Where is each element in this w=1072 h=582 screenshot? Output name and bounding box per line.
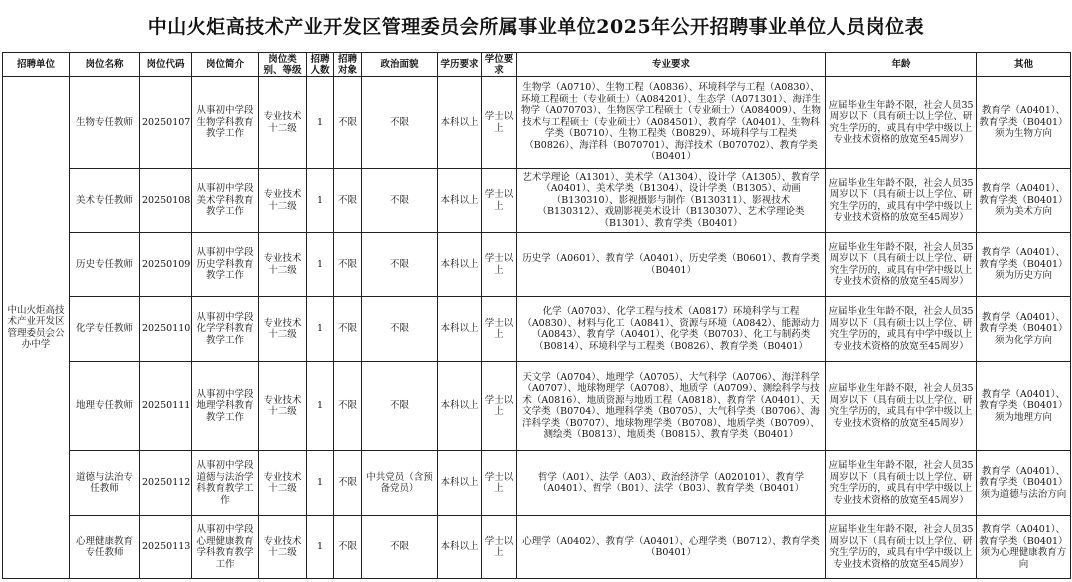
cell-code: 20250109 <box>140 233 192 297</box>
cell-age: 应届毕业生年龄不限，社会人员35周岁以下（具有硕士以上学位、研究生学历的，或具有中学中级以上专业技术资格的放宽至45周岁） <box>826 297 977 362</box>
cell-major: 心理学（A0402）、教育学（A0401）、心理学类（B0712）、教育学类（B0401） <box>517 516 826 579</box>
table-row <box>3 516 1071 579</box>
cell-name: 道德与法治专任教师 <box>70 451 140 516</box>
cell-degree: 学士以上 <box>482 451 517 516</box>
cell-grade: 专业技术十二级 <box>259 77 307 169</box>
cell-grade: 专业技术十二级 <box>259 169 307 233</box>
cell-num: 1 <box>307 233 334 297</box>
cell-edu: 本科以上 <box>438 451 482 516</box>
cell-grade: 专业技术十二级 <box>259 362 307 451</box>
cell-target: 不限 <box>334 77 362 169</box>
header-unit: 招聘单位 <box>3 53 70 77</box>
table-row <box>3 169 1071 233</box>
cell-target: 不限 <box>334 169 362 233</box>
cell-degree: 学士以上 <box>482 516 517 579</box>
cell-target: 不限 <box>334 451 362 516</box>
cell-age: 应届毕业生年龄不限，社会人员35周岁以下（具有硕士以上学位、研究生学历的，或具有中学中级以上专业技术资格的放宽至45周岁） <box>826 516 977 579</box>
cell-num: 1 <box>307 451 334 516</box>
cell-target: 不限 <box>334 233 362 297</box>
cell-politic: 不限 <box>362 169 438 233</box>
cell-name: 美术专任教师 <box>70 169 140 233</box>
cell-major: 艺术学理论（A1301）、美术学（A1304）、设计学（A1305）、教育学（A0401）、美术学类（B1304）、设计学类（B1305）、动画（B130310）、影视摄影与制作（B130311）、影视技术（B130312）、戏剧影视美术设计（B130307）、艺术学理论类（B1301）、教育学类（B0401） <box>517 169 826 233</box>
cell-major: 生物学（A0710）、生物工程（A0836）、环境科学与工程（A0830）、环境工程硕士（专业硕士）（A084201）、生态学（A071301）、海洋生物学（A070703）、生物医学工程硕士（专业硕士）（A084009）、生物技术与工程硕士（专业硕士）（A084501）、教育学（A0401）、生物科学类（B0710）、生物工程类（B0829）、环境科学与工程类（B0826）、海洋科（B070701）、海洋技术（B070702）、教育学类（B0401） <box>517 77 826 169</box>
cell-politic: 不限 <box>362 362 438 451</box>
header-politic: 政治面貌 <box>362 53 438 77</box>
unit-cell: 中山火炬高技术产业开发区管理委员会公办中学 <box>3 77 70 579</box>
job-table <box>2 52 1071 579</box>
cell-degree: 学士以上 <box>482 169 517 233</box>
cell-other: 教育学（A0401）、教育学类（B0401）须为心理健康教育方向 <box>977 516 1071 579</box>
cell-desc: 从事初中学段历史学科教育教学工作 <box>192 233 259 297</box>
cell-code: 20250107 <box>140 77 192 169</box>
page-title: 中山火炬高技术产业开发区管理委员会所属事业单位2025年公开招聘事业单位人员岗位表 <box>147 16 925 38</box>
table-row <box>3 451 1071 516</box>
cell-desc: 从事初中学段美术学科教育教学工作 <box>192 169 259 233</box>
header-other: 其他 <box>977 53 1071 77</box>
cell-num: 1 <box>307 169 334 233</box>
cell-age: 应届毕业生年龄不限，社会人员35周岁以下（具有硕士以上学位、研究生学历的，或具有中学中级以上专业技术资格的放宽至45周岁） <box>826 77 977 169</box>
cell-politic: 不限 <box>362 516 438 579</box>
cell-desc: 从事初中学段生物学科教育教学工作 <box>192 77 259 169</box>
cell-name: 心理健康教育专任教师 <box>70 516 140 579</box>
cell-grade: 专业技术十二级 <box>259 297 307 362</box>
cell-degree: 学士以上 <box>482 77 517 169</box>
cell-degree: 学士以上 <box>482 297 517 362</box>
header-name: 岗位名称 <box>70 53 140 77</box>
cell-other: 教育学（A0401）、教育学类（B0401）须为化学方向 <box>977 297 1071 362</box>
cell-major: 历史学（A0601）、教育学（A0401）、历史学类（B0601）、教育学类（B0401） <box>517 233 826 297</box>
table-row <box>3 233 1071 297</box>
cell-other: 教育学（A0401）、教育学类（B0401）须为美术方向 <box>977 169 1071 233</box>
cell-other: 教育学（A0401）、教育学类（B0401）须为生物方向 <box>977 77 1071 169</box>
header-code: 岗位代码 <box>140 53 192 77</box>
cell-name: 历史专任教师 <box>70 233 140 297</box>
cell-major: 化学（A0703）、化学工程与技术（A0817）环境科学与工程（A0830）、材料与化工（A0841）、资源与环境（A0842）、能源动力（A0843）、教育学（A0401）、化学类（B0703）、化工与制药类（B0814）、环境科学与工程类（B0826）、教育学类（B0401） <box>517 297 826 362</box>
cell-age: 应届毕业生年龄不限，社会人员35周岁以下（具有硕士以上学位、研究生学历的，或具有中学中级以上专业技术资格的放宽至45周岁） <box>826 169 977 233</box>
header-age: 年龄 <box>826 53 977 77</box>
cell-edu: 本科以上 <box>438 169 482 233</box>
cell-grade: 专业技术十二级 <box>259 516 307 579</box>
cell-desc: 从事初中学段地理学科教育教学工作 <box>192 362 259 451</box>
table-row <box>3 297 1071 362</box>
cell-code: 20250113 <box>140 516 192 579</box>
cell-num: 1 <box>307 297 334 362</box>
header-degree: 学位要求 <box>482 53 517 77</box>
cell-desc: 从事初中学段道德与法治学科教育教学工作 <box>192 451 259 516</box>
cell-major: 天文学（A0704）、地理学（A0705）、大气科学（A0706）、海洋科学（A0707）、地球物理学（A0708）、地质学（A0709）、测绘科学与技术（A0816）、地质资源与地质工程（A0818）、教育学（A0401）、天文学类（B0704）、地理科学类（B0705）、大气科学类（B0706）、海洋科学类（B0707）、地球物理学类（B0708）、地质学类（B0709）、测绘类（B0813）、地质类（B0815）、教育学类（B0401） <box>517 362 826 451</box>
header-desc: 岗位简介 <box>192 53 259 77</box>
table-row <box>3 77 1071 169</box>
cell-politic: 不限 <box>362 297 438 362</box>
cell-edu: 本科以上 <box>438 233 482 297</box>
cell-age: 应届毕业生年龄不限，社会人员35周岁以下（具有硕士以上学位、研究生学历的，或具有中学中级以上专业技术资格的放宽至45周岁） <box>826 451 977 516</box>
cell-major: 哲学（A01）、法学（A03）、政治经济学（A020101）、教育学（A0401）、哲学（B01）、法学（B03）、教育学类（B0401） <box>517 451 826 516</box>
header-num: 招聘人数 <box>307 53 334 77</box>
cell-grade: 专业技术十二级 <box>259 451 307 516</box>
header-edu: 学历要求 <box>438 53 482 77</box>
cell-code: 20250112 <box>140 451 192 516</box>
cell-age: 应届毕业生年龄不限，社会人员35周岁以下（具有硕士以上学位、研究生学历的，或具有中学中级以上专业技术资格的放宽至45周岁） <box>826 233 977 297</box>
cell-num: 1 <box>307 362 334 451</box>
cell-name: 化学专任教师 <box>70 297 140 362</box>
header-major: 专业要求 <box>517 53 826 77</box>
header-target: 招聘对象 <box>334 53 362 77</box>
cell-edu: 本科以上 <box>438 516 482 579</box>
cell-code: 20250110 <box>140 297 192 362</box>
cell-degree: 学士以上 <box>482 233 517 297</box>
cell-age: 应届毕业生年龄不限，社会人员35周岁以下（具有硕士以上学位、研究生学历的，或具有中学中级以上专业技术资格的放宽至45周岁） <box>826 362 977 451</box>
cell-other: 教育学（A0401）、教育学类（B0401）须为道德与法治方向 <box>977 451 1071 516</box>
cell-target: 不限 <box>334 297 362 362</box>
header-grade: 岗位类别、等级 <box>259 53 307 77</box>
cell-politic: 不限 <box>362 233 438 297</box>
cell-num: 1 <box>307 77 334 169</box>
cell-desc: 从事初中学段心理健康教育学科教育教学工作 <box>192 516 259 579</box>
cell-code: 20250111 <box>140 362 192 451</box>
cell-edu: 本科以上 <box>438 77 482 169</box>
table-header-row <box>3 53 1071 77</box>
cell-name: 地理专任教师 <box>70 362 140 451</box>
table-row <box>3 362 1071 451</box>
cell-edu: 本科以上 <box>438 362 482 451</box>
cell-politic: 不限 <box>362 77 438 169</box>
cell-grade: 专业技术十二级 <box>259 233 307 297</box>
cell-other: 教育学（A0401）、教育学类（B0401）须为历史方向 <box>977 233 1071 297</box>
cell-target: 不限 <box>334 362 362 451</box>
cell-code: 20250108 <box>140 169 192 233</box>
cell-edu: 本科以上 <box>438 297 482 362</box>
cell-degree: 学士以上 <box>482 362 517 451</box>
cell-other: 教育学（A0401）、教育学类（B0401）须为地理方向 <box>977 362 1071 451</box>
cell-name: 生物专任教师 <box>70 77 140 169</box>
cell-target: 不限 <box>334 516 362 579</box>
cell-politic: 中共党员（含预备党员） <box>362 451 438 516</box>
cell-num: 1 <box>307 516 334 579</box>
cell-desc: 从事初中学段化学学科教育教学工作 <box>192 297 259 362</box>
